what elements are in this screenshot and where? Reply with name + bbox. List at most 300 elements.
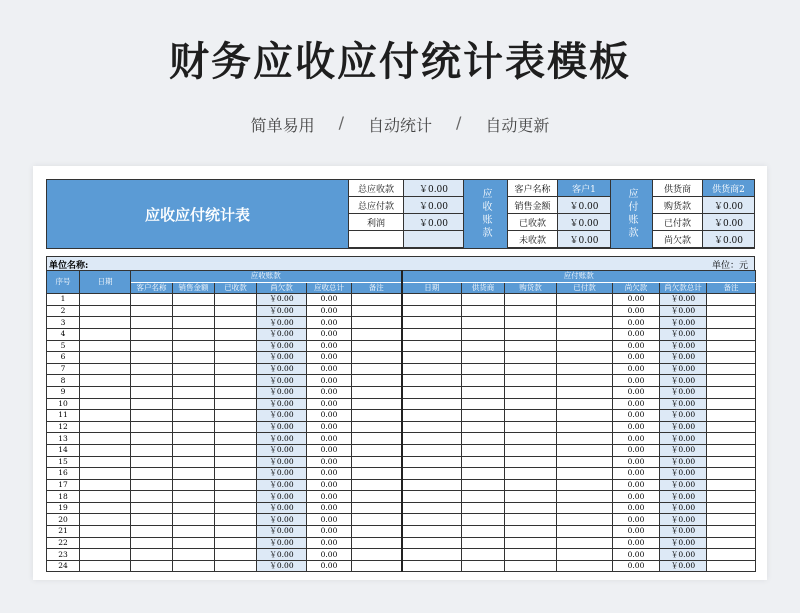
pay-owed-cell[interactable]: 0.00 bbox=[613, 444, 660, 456]
recv-note-cell[interactable] bbox=[352, 317, 402, 329]
recv-sales-cell[interactable] bbox=[173, 317, 215, 329]
recv-note-cell[interactable] bbox=[352, 294, 402, 306]
recv-customer-cell[interactable] bbox=[131, 549, 173, 561]
pay-note-cell[interactable] bbox=[707, 537, 756, 549]
pay-owed-total-cell[interactable]: ￥0.00 bbox=[660, 410, 707, 422]
recv-total-cell[interactable]: 0.00 bbox=[307, 502, 352, 514]
pay-purchase-cell[interactable] bbox=[505, 537, 557, 549]
recv-note-cell[interactable] bbox=[352, 491, 402, 503]
pay-paid-cell[interactable] bbox=[557, 468, 613, 480]
recv-sales-cell[interactable] bbox=[173, 328, 215, 340]
pay-date-cell[interactable] bbox=[402, 305, 462, 317]
recv-customer-cell[interactable] bbox=[131, 398, 173, 410]
pay-purchase-cell[interactable] bbox=[505, 305, 557, 317]
recv-sales-cell[interactable] bbox=[173, 363, 215, 375]
pay-owed-cell[interactable]: 0.00 bbox=[613, 317, 660, 329]
recv-total-cell[interactable]: 0.00 bbox=[307, 537, 352, 549]
pay-date-cell[interactable] bbox=[402, 363, 462, 375]
recv-note-cell[interactable] bbox=[352, 305, 402, 317]
pay-note-cell[interactable] bbox=[707, 386, 756, 398]
pay-date-cell[interactable] bbox=[402, 502, 462, 514]
pay-owed-cell[interactable]: 0.00 bbox=[613, 560, 660, 572]
pay-supplier-cell[interactable] bbox=[462, 375, 505, 387]
pay-date-cell[interactable] bbox=[402, 352, 462, 364]
pay-owed-total-cell[interactable]: ￥0.00 bbox=[660, 386, 707, 398]
recv-received-cell[interactable] bbox=[215, 340, 257, 352]
pay-owed-cell[interactable]: 0.00 bbox=[613, 491, 660, 503]
pay-date-cell[interactable] bbox=[402, 410, 462, 422]
recv-sales-cell[interactable] bbox=[173, 340, 215, 352]
recv-date-cell[interactable] bbox=[80, 468, 131, 480]
recv-received-cell[interactable] bbox=[215, 526, 257, 538]
recv-date-cell[interactable] bbox=[80, 317, 131, 329]
recv-customer-cell[interactable] bbox=[131, 421, 173, 433]
pay-paid-cell[interactable] bbox=[557, 526, 613, 538]
pay-date-cell[interactable] bbox=[402, 560, 462, 572]
pay-owed-total-cell[interactable]: ￥0.00 bbox=[660, 549, 707, 561]
pay-owed-cell[interactable]: 0.00 bbox=[613, 514, 660, 526]
pay-date-cell[interactable] bbox=[402, 549, 462, 561]
recv-received-cell[interactable] bbox=[215, 479, 257, 491]
recv-note-cell[interactable] bbox=[352, 375, 402, 387]
recv-owed-cell[interactable]: ￥0.00 bbox=[257, 375, 307, 387]
pay-note-cell[interactable] bbox=[707, 560, 756, 572]
pay-supplier-cell[interactable] bbox=[462, 444, 505, 456]
pay-date-cell[interactable] bbox=[402, 479, 462, 491]
pay-owed-total-cell[interactable]: ￥0.00 bbox=[660, 340, 707, 352]
pay-purchase-cell[interactable] bbox=[505, 549, 557, 561]
recv-date-cell[interactable] bbox=[80, 328, 131, 340]
recv-note-cell[interactable] bbox=[352, 456, 402, 468]
pay-owed-total-cell[interactable]: ￥0.00 bbox=[660, 444, 707, 456]
recv-owed-cell[interactable]: ￥0.00 bbox=[257, 444, 307, 456]
pay-purchase-cell[interactable] bbox=[505, 352, 557, 364]
pay-purchase-cell[interactable] bbox=[505, 328, 557, 340]
paid-value[interactable]: ￥0.00 bbox=[703, 214, 754, 231]
recv-customer-cell[interactable] bbox=[131, 514, 173, 526]
pay-owed-total-cell[interactable]: ￥0.00 bbox=[660, 305, 707, 317]
pay-purchase-cell[interactable] bbox=[505, 386, 557, 398]
recv-sales-cell[interactable] bbox=[173, 537, 215, 549]
recv-customer-cell[interactable] bbox=[131, 317, 173, 329]
pay-owed-total-cell[interactable]: ￥0.00 bbox=[660, 502, 707, 514]
pay-note-cell[interactable] bbox=[707, 491, 756, 503]
pay-owed-cell[interactable]: 0.00 bbox=[613, 375, 660, 387]
recv-customer-cell[interactable] bbox=[131, 386, 173, 398]
recv-date-cell[interactable] bbox=[80, 375, 131, 387]
pay-paid-cell[interactable] bbox=[557, 479, 613, 491]
pay-owed-total-cell[interactable]: ￥0.00 bbox=[660, 479, 707, 491]
pay-date-cell[interactable] bbox=[402, 468, 462, 480]
recv-customer-cell[interactable] bbox=[131, 433, 173, 445]
recv-sales-cell[interactable] bbox=[173, 421, 215, 433]
purchase-amount-value[interactable]: ￥0.00 bbox=[703, 197, 754, 214]
profit-value[interactable]: ￥0.00 bbox=[404, 214, 464, 231]
recv-note-cell[interactable] bbox=[352, 410, 402, 422]
recv-customer-cell[interactable] bbox=[131, 328, 173, 340]
recv-sales-cell[interactable] bbox=[173, 352, 215, 364]
recv-sales-cell[interactable] bbox=[173, 386, 215, 398]
recv-sales-cell[interactable] bbox=[173, 526, 215, 538]
recv-total-cell[interactable]: 0.00 bbox=[307, 491, 352, 503]
pay-purchase-cell[interactable] bbox=[505, 410, 557, 422]
pay-supplier-cell[interactable] bbox=[462, 386, 505, 398]
pay-purchase-cell[interactable] bbox=[505, 363, 557, 375]
recv-sales-cell[interactable] bbox=[173, 410, 215, 422]
pay-owed-total-cell[interactable]: ￥0.00 bbox=[660, 317, 707, 329]
pay-supplier-cell[interactable] bbox=[462, 479, 505, 491]
pay-note-cell[interactable] bbox=[707, 468, 756, 480]
pay-owed-total-cell[interactable]: ￥0.00 bbox=[660, 456, 707, 468]
recv-sales-cell[interactable] bbox=[173, 514, 215, 526]
pay-owed-cell[interactable]: 0.00 bbox=[613, 468, 660, 480]
pay-paid-cell[interactable] bbox=[557, 317, 613, 329]
recv-date-cell[interactable] bbox=[80, 560, 131, 572]
pay-note-cell[interactable] bbox=[707, 398, 756, 410]
pay-owed-cell[interactable]: 0.00 bbox=[613, 502, 660, 514]
pay-owed-cell[interactable]: 0.00 bbox=[613, 386, 660, 398]
recv-date-cell[interactable] bbox=[80, 386, 131, 398]
recv-sales-cell[interactable] bbox=[173, 560, 215, 572]
pay-owed-cell[interactable]: 0.00 bbox=[613, 398, 660, 410]
recv-customer-cell[interactable] bbox=[131, 340, 173, 352]
recv-owed-cell[interactable]: ￥0.00 bbox=[257, 456, 307, 468]
pay-note-cell[interactable] bbox=[707, 433, 756, 445]
customer-name-value[interactable]: 客户1 bbox=[558, 180, 611, 197]
recv-received-cell[interactable] bbox=[215, 328, 257, 340]
recv-customer-cell[interactable] bbox=[131, 491, 173, 503]
pay-paid-cell[interactable] bbox=[557, 456, 613, 468]
pay-paid-cell[interactable] bbox=[557, 340, 613, 352]
recv-sales-cell[interactable] bbox=[173, 444, 215, 456]
pay-paid-cell[interactable] bbox=[557, 363, 613, 375]
pay-note-cell[interactable] bbox=[707, 340, 756, 352]
pay-owed-cell[interactable]: 0.00 bbox=[613, 328, 660, 340]
pay-date-cell[interactable] bbox=[402, 421, 462, 433]
recv-note-cell[interactable] bbox=[352, 328, 402, 340]
sales-amount-value[interactable]: ￥0.00 bbox=[558, 197, 611, 214]
pay-owed-total-cell[interactable]: ￥0.00 bbox=[660, 491, 707, 503]
pay-paid-cell[interactable] bbox=[557, 549, 613, 561]
recv-sales-cell[interactable] bbox=[173, 305, 215, 317]
recv-note-cell[interactable] bbox=[352, 340, 402, 352]
pay-paid-cell[interactable] bbox=[557, 305, 613, 317]
pay-owed-cell[interactable]: 0.00 bbox=[613, 433, 660, 445]
pay-purchase-cell[interactable] bbox=[505, 560, 557, 572]
recv-received-cell[interactable] bbox=[215, 410, 257, 422]
pay-owed-cell[interactable]: 0.00 bbox=[613, 340, 660, 352]
pay-supplier-cell[interactable] bbox=[462, 352, 505, 364]
pay-note-cell[interactable] bbox=[707, 317, 756, 329]
recv-note-cell[interactable] bbox=[352, 479, 402, 491]
recv-date-cell[interactable] bbox=[80, 526, 131, 538]
recv-date-cell[interactable] bbox=[80, 398, 131, 410]
pay-supplier-cell[interactable] bbox=[462, 456, 505, 468]
pay-date-cell[interactable] bbox=[402, 433, 462, 445]
recv-total-cell[interactable]: 0.00 bbox=[307, 375, 352, 387]
pay-owed-total-cell[interactable]: ￥0.00 bbox=[660, 294, 707, 306]
recv-customer-cell[interactable] bbox=[131, 294, 173, 306]
pay-date-cell[interactable] bbox=[402, 526, 462, 538]
recv-note-cell[interactable] bbox=[352, 433, 402, 445]
pay-supplier-cell[interactable] bbox=[462, 537, 505, 549]
recv-owed-cell[interactable]: ￥0.00 bbox=[257, 514, 307, 526]
pay-note-cell[interactable] bbox=[707, 502, 756, 514]
recv-received-cell[interactable] bbox=[215, 491, 257, 503]
recv-note-cell[interactable] bbox=[352, 468, 402, 480]
pay-purchase-cell[interactable] bbox=[505, 317, 557, 329]
recv-customer-cell[interactable] bbox=[131, 410, 173, 422]
pay-owed-total-cell[interactable]: ￥0.00 bbox=[660, 537, 707, 549]
pay-owed-total-cell[interactable]: ￥0.00 bbox=[660, 526, 707, 538]
pay-date-cell[interactable] bbox=[402, 340, 462, 352]
recv-received-cell[interactable] bbox=[215, 421, 257, 433]
pay-note-cell[interactable] bbox=[707, 363, 756, 375]
recv-customer-cell[interactable] bbox=[131, 444, 173, 456]
recv-total-cell[interactable]: 0.00 bbox=[307, 560, 352, 572]
recv-received-cell[interactable] bbox=[215, 386, 257, 398]
recv-sales-cell[interactable] bbox=[173, 433, 215, 445]
pay-date-cell[interactable] bbox=[402, 386, 462, 398]
pay-note-cell[interactable] bbox=[707, 410, 756, 422]
pay-owed-cell[interactable]: 0.00 bbox=[613, 479, 660, 491]
pay-purchase-cell[interactable] bbox=[505, 398, 557, 410]
recv-date-cell[interactable] bbox=[80, 340, 131, 352]
recv-date-cell[interactable] bbox=[80, 352, 131, 364]
pay-note-cell[interactable] bbox=[707, 305, 756, 317]
pay-date-cell[interactable] bbox=[402, 328, 462, 340]
pay-supplier-cell[interactable] bbox=[462, 294, 505, 306]
recv-customer-cell[interactable] bbox=[131, 352, 173, 364]
recv-received-cell[interactable] bbox=[215, 352, 257, 364]
recv-received-cell[interactable] bbox=[215, 317, 257, 329]
recv-note-cell[interactable] bbox=[352, 560, 402, 572]
recv-received-cell[interactable] bbox=[215, 375, 257, 387]
pay-purchase-cell[interactable] bbox=[505, 479, 557, 491]
owed-value[interactable]: ￥0.00 bbox=[703, 231, 754, 248]
pay-paid-cell[interactable] bbox=[557, 560, 613, 572]
recv-date-cell[interactable] bbox=[80, 410, 131, 422]
pay-supplier-cell[interactable] bbox=[462, 526, 505, 538]
recv-date-cell[interactable] bbox=[80, 514, 131, 526]
recv-total-cell[interactable]: 0.00 bbox=[307, 305, 352, 317]
pay-owed-cell[interactable]: 0.00 bbox=[613, 421, 660, 433]
pay-supplier-cell[interactable] bbox=[462, 340, 505, 352]
pay-supplier-cell[interactable] bbox=[462, 410, 505, 422]
recv-customer-cell[interactable] bbox=[131, 526, 173, 538]
recv-received-cell[interactable] bbox=[215, 398, 257, 410]
recv-sales-cell[interactable] bbox=[173, 294, 215, 306]
recv-owed-cell[interactable]: ￥0.00 bbox=[257, 560, 307, 572]
pay-owed-total-cell[interactable]: ￥0.00 bbox=[660, 398, 707, 410]
pay-purchase-cell[interactable] bbox=[505, 421, 557, 433]
pay-purchase-cell[interactable] bbox=[505, 514, 557, 526]
recv-owed-cell[interactable]: ￥0.00 bbox=[257, 468, 307, 480]
recv-total-cell[interactable]: 0.00 bbox=[307, 549, 352, 561]
pay-paid-cell[interactable] bbox=[557, 502, 613, 514]
recv-owed-cell[interactable]: ￥0.00 bbox=[257, 410, 307, 422]
total-payable-value[interactable]: ￥0.00 bbox=[404, 197, 464, 214]
pay-note-cell[interactable] bbox=[707, 352, 756, 364]
recv-owed-cell[interactable]: ￥0.00 bbox=[257, 502, 307, 514]
recv-owed-cell[interactable]: ￥0.00 bbox=[257, 398, 307, 410]
pay-owed-cell[interactable]: 0.00 bbox=[613, 294, 660, 306]
pay-note-cell[interactable] bbox=[707, 526, 756, 538]
pay-supplier-cell[interactable] bbox=[462, 398, 505, 410]
recv-owed-cell[interactable]: ￥0.00 bbox=[257, 328, 307, 340]
pay-note-cell[interactable] bbox=[707, 294, 756, 306]
recv-note-cell[interactable] bbox=[352, 526, 402, 538]
recv-received-cell[interactable] bbox=[215, 444, 257, 456]
pay-owed-total-cell[interactable]: ￥0.00 bbox=[660, 421, 707, 433]
recv-customer-cell[interactable] bbox=[131, 502, 173, 514]
pay-supplier-cell[interactable] bbox=[462, 305, 505, 317]
recv-sales-cell[interactable] bbox=[173, 549, 215, 561]
recv-received-cell[interactable] bbox=[215, 549, 257, 561]
recv-total-cell[interactable]: 0.00 bbox=[307, 340, 352, 352]
pay-note-cell[interactable] bbox=[707, 421, 756, 433]
recv-owed-cell[interactable]: ￥0.00 bbox=[257, 386, 307, 398]
recv-received-cell[interactable] bbox=[215, 468, 257, 480]
recv-owed-cell[interactable]: ￥0.00 bbox=[257, 537, 307, 549]
recv-owed-cell[interactable]: ￥0.00 bbox=[257, 305, 307, 317]
pay-date-cell[interactable] bbox=[402, 317, 462, 329]
pay-supplier-cell[interactable] bbox=[462, 549, 505, 561]
recv-date-cell[interactable] bbox=[80, 491, 131, 503]
recv-date-cell[interactable] bbox=[80, 421, 131, 433]
pay-paid-cell[interactable] bbox=[557, 514, 613, 526]
pay-purchase-cell[interactable] bbox=[505, 294, 557, 306]
pay-paid-cell[interactable] bbox=[557, 386, 613, 398]
recv-sales-cell[interactable] bbox=[173, 456, 215, 468]
recv-total-cell[interactable]: 0.00 bbox=[307, 410, 352, 422]
pay-paid-cell[interactable] bbox=[557, 398, 613, 410]
recv-total-cell[interactable]: 0.00 bbox=[307, 514, 352, 526]
recv-received-cell[interactable] bbox=[215, 502, 257, 514]
pay-purchase-cell[interactable] bbox=[505, 491, 557, 503]
pay-supplier-cell[interactable] bbox=[462, 433, 505, 445]
recv-owed-cell[interactable]: ￥0.00 bbox=[257, 479, 307, 491]
recv-customer-cell[interactable] bbox=[131, 560, 173, 572]
pay-owed-total-cell[interactable]: ￥0.00 bbox=[660, 468, 707, 480]
pay-owed-total-cell[interactable]: ￥0.00 bbox=[660, 363, 707, 375]
supplier-value[interactable]: 供货商2 bbox=[703, 180, 754, 197]
recv-date-cell[interactable] bbox=[80, 444, 131, 456]
recv-total-cell[interactable]: 0.00 bbox=[307, 456, 352, 468]
recv-date-cell[interactable] bbox=[80, 479, 131, 491]
recv-owed-cell[interactable]: ￥0.00 bbox=[257, 294, 307, 306]
total-receivable-value[interactable]: ￥0.00 bbox=[404, 180, 464, 197]
pay-purchase-cell[interactable] bbox=[505, 456, 557, 468]
pay-owed-cell[interactable]: 0.00 bbox=[613, 410, 660, 422]
pay-supplier-cell[interactable] bbox=[462, 514, 505, 526]
recv-total-cell[interactable]: 0.00 bbox=[307, 444, 352, 456]
recv-sales-cell[interactable] bbox=[173, 375, 215, 387]
recv-received-cell[interactable] bbox=[215, 514, 257, 526]
pay-purchase-cell[interactable] bbox=[505, 468, 557, 480]
recv-total-cell[interactable]: 0.00 bbox=[307, 433, 352, 445]
pay-note-cell[interactable] bbox=[707, 444, 756, 456]
recv-date-cell[interactable] bbox=[80, 433, 131, 445]
recv-customer-cell[interactable] bbox=[131, 363, 173, 375]
recv-received-cell[interactable] bbox=[215, 305, 257, 317]
pay-owed-total-cell[interactable]: ￥0.00 bbox=[660, 560, 707, 572]
recv-received-cell[interactable] bbox=[215, 433, 257, 445]
pay-paid-cell[interactable] bbox=[557, 328, 613, 340]
pay-owed-total-cell[interactable]: ￥0.00 bbox=[660, 375, 707, 387]
recv-note-cell[interactable] bbox=[352, 514, 402, 526]
recv-date-cell[interactable] bbox=[80, 456, 131, 468]
pay-owed-total-cell[interactable]: ￥0.00 bbox=[660, 514, 707, 526]
recv-customer-cell[interactable] bbox=[131, 305, 173, 317]
pay-supplier-cell[interactable] bbox=[462, 468, 505, 480]
pay-date-cell[interactable] bbox=[402, 514, 462, 526]
pay-date-cell[interactable] bbox=[402, 444, 462, 456]
pay-supplier-cell[interactable] bbox=[462, 421, 505, 433]
recv-sales-cell[interactable] bbox=[173, 468, 215, 480]
pay-supplier-cell[interactable] bbox=[462, 328, 505, 340]
recv-total-cell[interactable]: 0.00 bbox=[307, 328, 352, 340]
recv-total-cell[interactable]: 0.00 bbox=[307, 526, 352, 538]
recv-note-cell[interactable] bbox=[352, 537, 402, 549]
recv-note-cell[interactable] bbox=[352, 444, 402, 456]
recv-received-cell[interactable] bbox=[215, 456, 257, 468]
recv-note-cell[interactable] bbox=[352, 363, 402, 375]
pay-supplier-cell[interactable] bbox=[462, 502, 505, 514]
recv-total-cell[interactable]: 0.00 bbox=[307, 294, 352, 306]
pay-owed-cell[interactable]: 0.00 bbox=[613, 305, 660, 317]
recv-owed-cell[interactable]: ￥0.00 bbox=[257, 363, 307, 375]
recv-note-cell[interactable] bbox=[352, 386, 402, 398]
pay-purchase-cell[interactable] bbox=[505, 502, 557, 514]
pay-date-cell[interactable] bbox=[402, 456, 462, 468]
recv-total-cell[interactable]: 0.00 bbox=[307, 352, 352, 364]
recv-date-cell[interactable] bbox=[80, 502, 131, 514]
pay-paid-cell[interactable] bbox=[557, 410, 613, 422]
recv-total-cell[interactable]: 0.00 bbox=[307, 479, 352, 491]
recv-date-cell[interactable] bbox=[80, 537, 131, 549]
pay-date-cell[interactable] bbox=[402, 375, 462, 387]
pay-paid-cell[interactable] bbox=[557, 537, 613, 549]
pay-supplier-cell[interactable] bbox=[462, 363, 505, 375]
recv-customer-cell[interactable] bbox=[131, 479, 173, 491]
pay-owed-cell[interactable]: 0.00 bbox=[613, 456, 660, 468]
recv-owed-cell[interactable]: ￥0.00 bbox=[257, 421, 307, 433]
pay-owed-cell[interactable]: 0.00 bbox=[613, 549, 660, 561]
pay-date-cell[interactable] bbox=[402, 398, 462, 410]
recv-received-cell[interactable] bbox=[215, 363, 257, 375]
recv-sales-cell[interactable] bbox=[173, 491, 215, 503]
recv-note-cell[interactable] bbox=[352, 549, 402, 561]
recv-sales-cell[interactable] bbox=[173, 479, 215, 491]
recv-note-cell[interactable] bbox=[352, 398, 402, 410]
pay-owed-total-cell[interactable]: ￥0.00 bbox=[660, 352, 707, 364]
recv-customer-cell[interactable] bbox=[131, 537, 173, 549]
pay-purchase-cell[interactable] bbox=[505, 444, 557, 456]
recv-owed-cell[interactable]: ￥0.00 bbox=[257, 317, 307, 329]
pay-owed-cell[interactable]: 0.00 bbox=[613, 363, 660, 375]
pay-note-cell[interactable] bbox=[707, 479, 756, 491]
recv-sales-cell[interactable] bbox=[173, 502, 215, 514]
recv-customer-cell[interactable] bbox=[131, 375, 173, 387]
recv-customer-cell[interactable] bbox=[131, 468, 173, 480]
recv-total-cell[interactable]: 0.00 bbox=[307, 386, 352, 398]
pay-owed-cell[interactable]: 0.00 bbox=[613, 526, 660, 538]
pay-date-cell[interactable] bbox=[402, 491, 462, 503]
recv-sales-cell[interactable] bbox=[173, 398, 215, 410]
pay-note-cell[interactable] bbox=[707, 375, 756, 387]
recv-received-cell[interactable] bbox=[215, 294, 257, 306]
